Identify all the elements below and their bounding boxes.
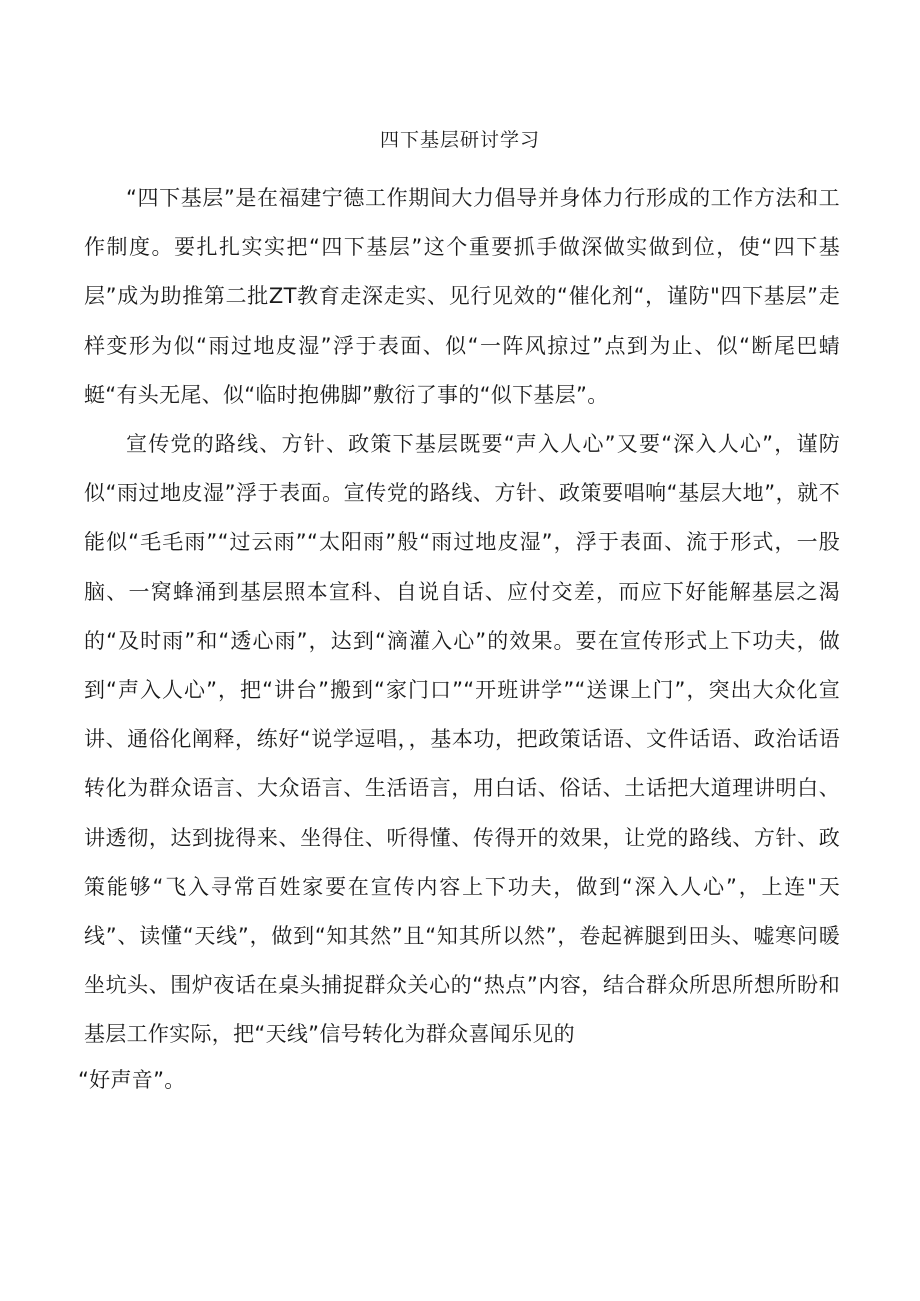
- document-title: 四下基层研讨学习: [379, 129, 540, 151]
- document-body: [78, 174, 840, 1100]
- paragraph-1: “四下基层”是在福建宁德工作期间大力倡导并身体力行形成的工作方法和工作制度。要扎扎实实把“四下基层”这个重要抓手做深做实做到位，使“四下基层”成为助推第二批ZT教育走深走实、见行见效的“催化剂“，谨防"四下基层”走样变形为似“雨过地皮湿”浮于表面、似“一阵风掠过”点到为止、似“断尾巴蜻蜓“有头无尾、似“临时抱佛脚”敷衍了事的“似下基层”。: [84, 186, 840, 407]
- paragraph-2: 宣传党的路线、方针、政策下基层既要“声入人心”又要“深入人心”，谨防似“雨过地皮湿”浮于表面。宣传党的路线、方针、政策要唱响“基层大地”，就不能似“毛毛雨”“过云雨”“太阳雨”般“雨过地皮湿”，浮于表面、流于形式，一股脑、一窝蜂涌到基层照本宣科、自说自话、应付交差，而应下好能解基层之渴的“及时雨”和“透心雨”，达到“滴灌入心”的效果。要在宣传形式上下功夫，做到“声入人心”，把“讲台”搬到“家门口”“开班讲学”“送课上门”，突出大众化宣讲、通俗化阐释，练好“说学逗唱，，基本功，把政策话语、文件话语、政治话语转化为群众语言、大众语言、生活语言，用白话、俗话、土话把大道理讲明白、讲透彻，达到拢得来、坐得住、听得懂、传得开的效果，让党的路线、方针、政策能够“飞入寻常百姓家要在宣传内容上下功夫，做到“深入人心”，上连"天线”、读懂“天线”，做到“知其然”且“知其所以然”，卷起裤腿到田头、嘘寒问暖坐坑头、围炉夜话在桌头捕捉群众关心的“热点”内容，结合群众所思所想所盼和基层工作实际，把“天线”信号转化为群众喜闻乐见的: [84, 432, 840, 1047]
- closing-line: “好声音”。: [78, 1067, 186, 1092]
